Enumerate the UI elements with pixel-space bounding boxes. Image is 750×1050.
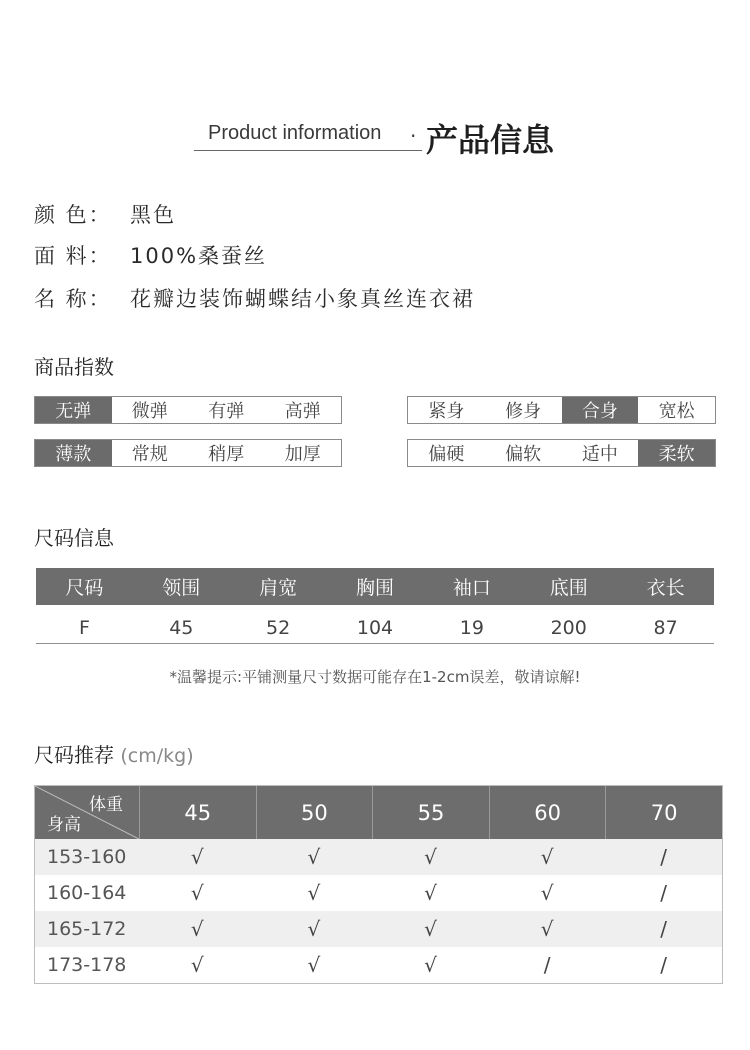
recommend-row: [35, 839, 722, 875]
height-range: 153-160: [47, 846, 127, 868]
fit-mark: √: [424, 845, 437, 869]
size-cell: 19: [459, 617, 484, 639]
recommend-header-row: [35, 786, 722, 839]
fit-mark: /: [660, 953, 668, 977]
header-en-title: Product information: [208, 122, 382, 144]
recommend-row: [35, 911, 722, 947]
recommend-row: [35, 875, 722, 911]
size-cell: 52: [266, 617, 291, 639]
weight-header: 55: [372, 786, 489, 839]
fit-mark: √: [307, 953, 321, 977]
recommend-table: [34, 785, 723, 984]
fit-mark: √: [540, 917, 554, 941]
index-option: 微弹: [131, 401, 168, 422]
corner-weight-label: 体重: [89, 795, 123, 815]
recommend-title: 尺码推荐: [34, 743, 114, 767]
size-cell: 104: [356, 617, 394, 639]
size-section-title: 尺码信息: [34, 526, 114, 550]
size-cell: 200: [550, 617, 587, 639]
size-cell: F: [78, 617, 90, 639]
index-option: 有弹: [208, 401, 245, 422]
index-option: 常规: [131, 444, 168, 465]
weight-header: 45: [139, 786, 256, 839]
size-cell: 45: [169, 617, 194, 639]
measurement-note: *温馨提示:平铺测量尺寸数据可能存在1-2cm误差，敬请谅解!: [169, 668, 581, 686]
height-range: 165-172: [47, 918, 127, 940]
recommend-row: [35, 947, 722, 983]
weight-header: 60: [489, 786, 606, 839]
fit-mark: /: [660, 917, 668, 941]
fit-mark: /: [543, 953, 551, 977]
info-row-name: [34, 283, 475, 313]
recommend-unit: (cm/kg): [120, 745, 194, 767]
fit-mark: √: [424, 953, 437, 977]
size-header-cell: 尺码: [65, 577, 104, 599]
header-dot: ·: [410, 124, 417, 148]
fit-mark: √: [307, 881, 321, 905]
fit-mark: √: [424, 917, 437, 941]
index-option: 紧身: [428, 401, 465, 422]
size-table-row: [36, 613, 714, 644]
info-label: 面 料：: [34, 244, 112, 268]
header-underline: [194, 150, 422, 151]
recommend-section-title: [34, 739, 194, 768]
fit-mark: √: [190, 953, 204, 977]
fit-mark: √: [424, 881, 437, 905]
info-value: 100%桑蚕丝: [130, 244, 268, 268]
index-option: 高弹: [284, 401, 321, 422]
index-option: 修身: [505, 401, 542, 422]
fit-mark: √: [540, 845, 554, 869]
weight-header: 50: [256, 786, 373, 839]
info-label: 颜 色：: [34, 203, 112, 227]
corner-cell: [35, 786, 139, 839]
index-option: 偏软: [505, 444, 542, 465]
info-row-color: [34, 199, 176, 229]
fit-mark: /: [660, 881, 668, 905]
index-option: 柔软: [638, 440, 715, 466]
index-group-softness: [407, 439, 716, 467]
index-option: 宽松: [658, 401, 695, 422]
fit-mark: √: [190, 917, 204, 941]
size-cell: 87: [653, 617, 678, 639]
index-option: 适中: [581, 444, 618, 465]
corner-height-label: 身高: [47, 815, 81, 835]
weight-header: 70: [605, 786, 722, 839]
info-label: 名 称：: [34, 287, 112, 311]
index-option: 偏硬: [428, 444, 465, 465]
height-range: 160-164: [47, 882, 127, 904]
index-section-title: 商品指数: [34, 355, 114, 379]
size-header-cell: 领围: [162, 577, 201, 599]
info-value: 黑色: [130, 203, 176, 227]
index-option: 加厚: [284, 444, 321, 465]
height-range: 173-178: [47, 954, 127, 976]
index-option: 合身: [562, 397, 639, 423]
index-group-elasticity: [34, 396, 342, 424]
info-row-fabric: [34, 240, 267, 270]
fit-mark: √: [307, 845, 321, 869]
index-group-fit: [407, 396, 716, 424]
header-cn-title: 产品信息: [426, 121, 555, 159]
size-header-cell: 肩宽: [259, 577, 298, 599]
index-option: 无弹: [35, 397, 112, 423]
index-option: 稍厚: [208, 444, 245, 465]
size-header-cell: 衣长: [646, 577, 685, 599]
size-header-cell: 胸围: [356, 577, 395, 599]
fit-mark: √: [190, 845, 204, 869]
fit-mark: /: [660, 845, 668, 869]
size-table-header: [36, 568, 714, 605]
info-value: 花瓣边装饰蝴蝶结小象真丝连衣裙: [130, 287, 475, 311]
fit-mark: √: [540, 881, 554, 905]
fit-mark: √: [190, 881, 204, 905]
fit-mark: √: [307, 917, 321, 941]
size-header-cell: 袖口: [452, 577, 491, 599]
index-option: 薄款: [35, 440, 112, 466]
size-header-cell: 底围: [549, 577, 588, 599]
index-group-thickness: [34, 439, 342, 467]
